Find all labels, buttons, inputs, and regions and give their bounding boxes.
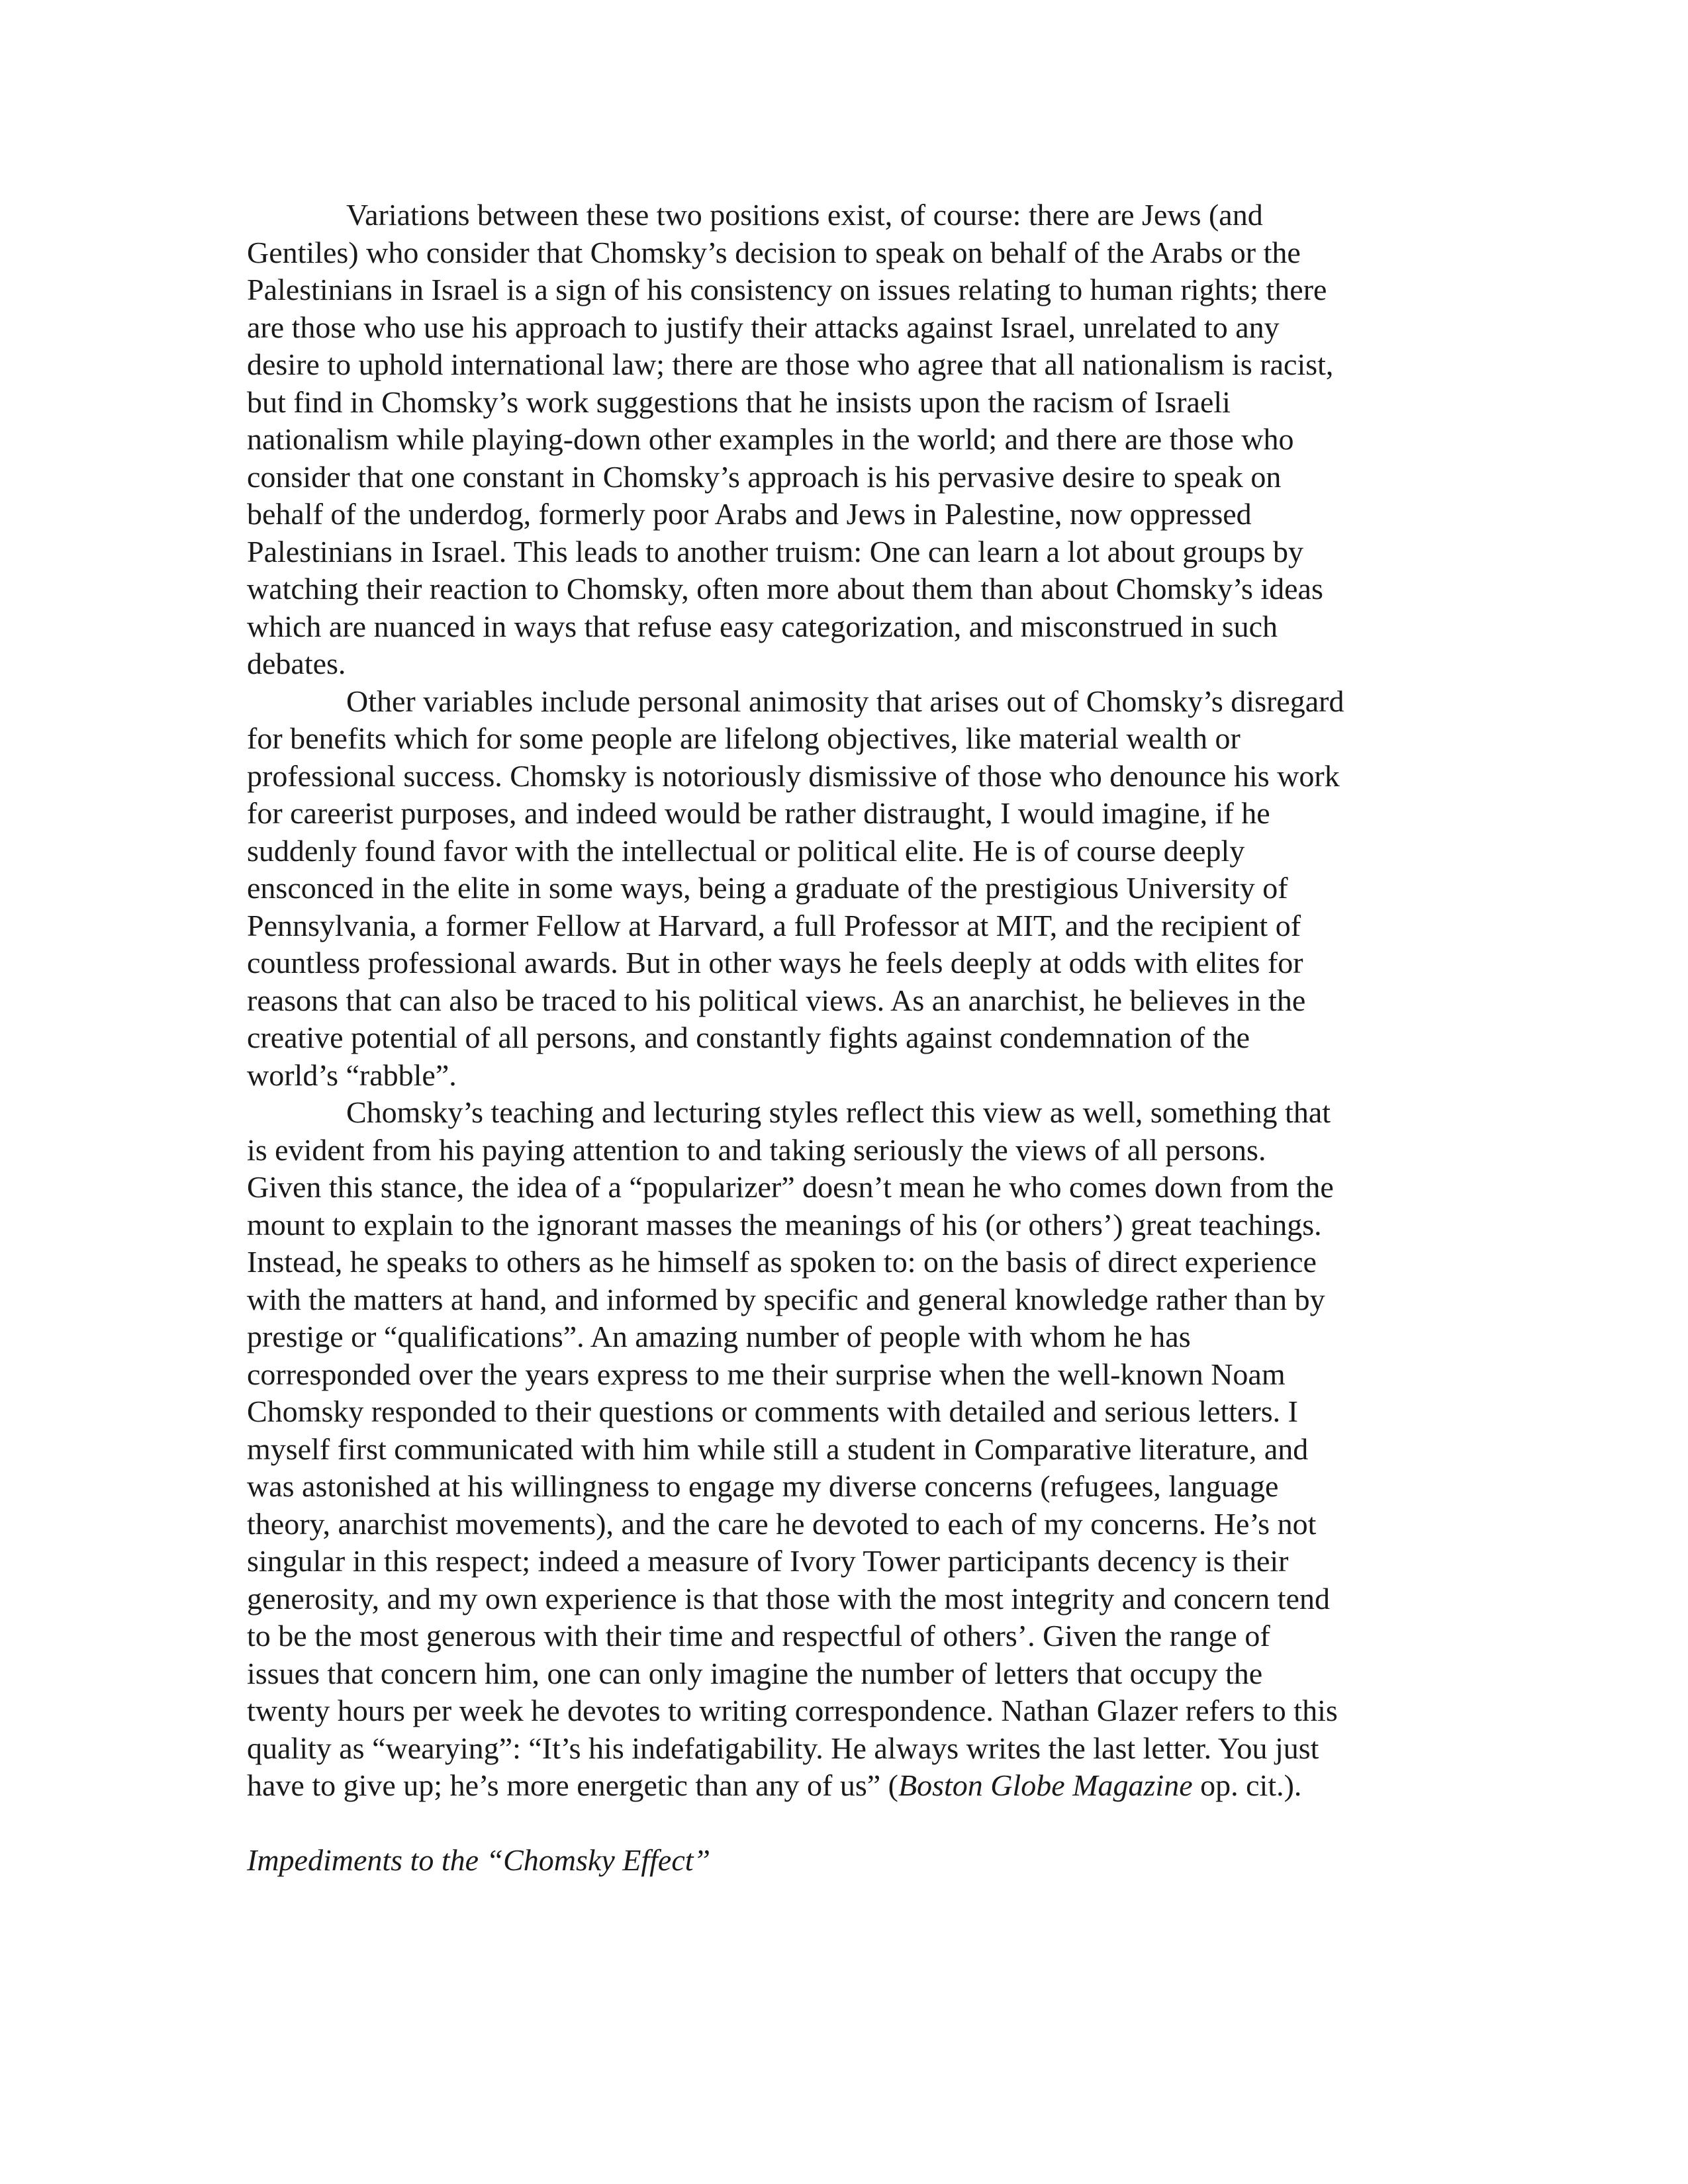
text-line: Pennsylvania, a former Fellow at Harvard, a full Professor at MIT, and the recipient of bbox=[247, 908, 1301, 942]
text-line: creative potential of all persons, and constantly fights against condemnation of the bbox=[247, 1021, 1250, 1054]
last-line-after-text: op. cit.). bbox=[1192, 1768, 1302, 1802]
text-line: but find in Chomsky’s work suggestions that he insists upon the racism of Israeli bbox=[247, 385, 1231, 419]
text-line: Given this stance, the idea of a “popularizer” doesn’t mean he who comes down from the bbox=[247, 1170, 1334, 1204]
text-line: suddenly found favor with the intellectual or political elite. He is of course deeply bbox=[247, 833, 1245, 868]
text-line: to be the most generous with their time and respectful of others’. Given the range of bbox=[247, 1619, 1270, 1653]
text-line: which are nuanced in ways that refuse easy categorization, and misconstrued in such bbox=[247, 609, 1278, 643]
text-line: quality as “wearying”: “It’s his indefatigability. He always writes the last letter. You just bbox=[247, 1731, 1319, 1765]
paragraph-3 bbox=[247, 1094, 1429, 1767]
text-line: debates. bbox=[247, 647, 346, 680]
paragraph-2 bbox=[247, 683, 1429, 1095]
text-line: issues that concern him, one can only imagine the number of letters that occupy the bbox=[247, 1656, 1263, 1690]
publication-title: Boston Globe Magazine bbox=[898, 1768, 1193, 1802]
text-line: with the matters at hand, and informed by specific and general knowledge rather than by bbox=[247, 1282, 1325, 1316]
text-line: Palestinians in Israel. This leads to another truism: One can learn a lot about groups by bbox=[247, 534, 1304, 569]
text-line: corresponded over the years express to me their surprise when the well-known Noam bbox=[247, 1357, 1286, 1391]
paragraph-3-last-line-host bbox=[247, 1767, 1429, 1805]
text-line: is evident from his paying attention to and taking seriously the views of all persons. bbox=[247, 1132, 1266, 1167]
paragraph-1 bbox=[247, 197, 1429, 683]
text-line: singular in this respect; indeed a measure of Ivory Tower participants decency is their bbox=[247, 1544, 1289, 1578]
section-heading: Impediments to the “Chomsky Effect” bbox=[247, 1843, 711, 1877]
text-line: for benefits which for some people are lifelong objectives, like material wealth or bbox=[247, 721, 1241, 755]
text-line: Palestinians in Israel is a sign of his consistency on issues relating to human rights; there bbox=[247, 273, 1327, 306]
text-line: generosity, and my own experience is that those with the most integrity and concern tend bbox=[247, 1581, 1330, 1615]
text-line: Other variables include personal animosity that arises out of Chomsky’s disregard bbox=[346, 684, 1344, 718]
paragraph-3-last-line bbox=[247, 1767, 1429, 1805]
text-line: for careerist purposes, and indeed would be rather distraught, I would imagine, if he bbox=[247, 796, 1270, 830]
text-line: was astonished at his willingness to engage my diverse concerns (refugees, language bbox=[247, 1469, 1279, 1503]
text-line: reasons that can also be traced to his political views. As an anarchist, he believes in the bbox=[247, 983, 1306, 1017]
text-line: mount to explain to the ignorant masses the meanings of his (or others’) great teachings. bbox=[247, 1207, 1322, 1242]
text-line: Chomsky responded to their questions or comments with detailed and serious letters. I bbox=[247, 1394, 1298, 1428]
text-line: behalf of the underdog, formerly poor Arabs and Jews in Palestine, now oppressed bbox=[247, 497, 1252, 531]
text-line: Gentiles) who consider that Chomsky’s decision to speak on behalf of the Arabs or the bbox=[247, 235, 1301, 269]
text-line: consider that one constant in Chomsky’s approach is his pervasive desire to speak on bbox=[247, 459, 1282, 494]
text-line: watching their reaction to Chomsky, often more about them than about Chomsky’s ideas bbox=[247, 572, 1323, 606]
text-line: myself first communicated with him while still a student in Comparative literature, and bbox=[247, 1432, 1309, 1466]
text-line: Chomsky’s teaching and lecturing styles reflect this view as well, something that bbox=[346, 1095, 1331, 1129]
last-line-before-text: have to give up; he’s more energetic than any of us” ( bbox=[247, 1768, 898, 1802]
text-line: are those who use his approach to justify their attacks against Israel, unrelated to any bbox=[247, 310, 1280, 344]
text-line: prestige or “qualifications”. An amazing number of people with whom he has bbox=[247, 1320, 1191, 1353]
text-line: nationalism while playing-down other examples in the world; and there are those who bbox=[247, 422, 1294, 456]
text-line: world’s “rabble”. bbox=[247, 1058, 457, 1092]
text-line: twenty hours per week he devotes to writing correspondence. Nathan Glazer refers to this bbox=[247, 1694, 1338, 1727]
text-line: theory, anarchist movements), and the care he devoted to each of my concerns. He’s not bbox=[247, 1506, 1317, 1541]
body-text bbox=[247, 197, 1429, 1879]
text-line: desire to uphold international law; there are those who agree that all nationalism is racist, bbox=[247, 347, 1334, 381]
text-line: professional success. Chomsky is notoriously dismissive of those who denounce his work bbox=[247, 758, 1340, 793]
text-line: countless professional awards. But in other ways he feels deeply at odds with elites for bbox=[247, 946, 1303, 979]
text-line: Variations between these two positions exist, of course: there are Jews (and bbox=[346, 198, 1263, 232]
text-line: ensconced in the elite in some ways, being a graduate of the prestigious University of bbox=[247, 871, 1288, 905]
text-line: Instead, he speaks to others as he himself as spoken to: on the basis of direct experience bbox=[247, 1245, 1317, 1279]
